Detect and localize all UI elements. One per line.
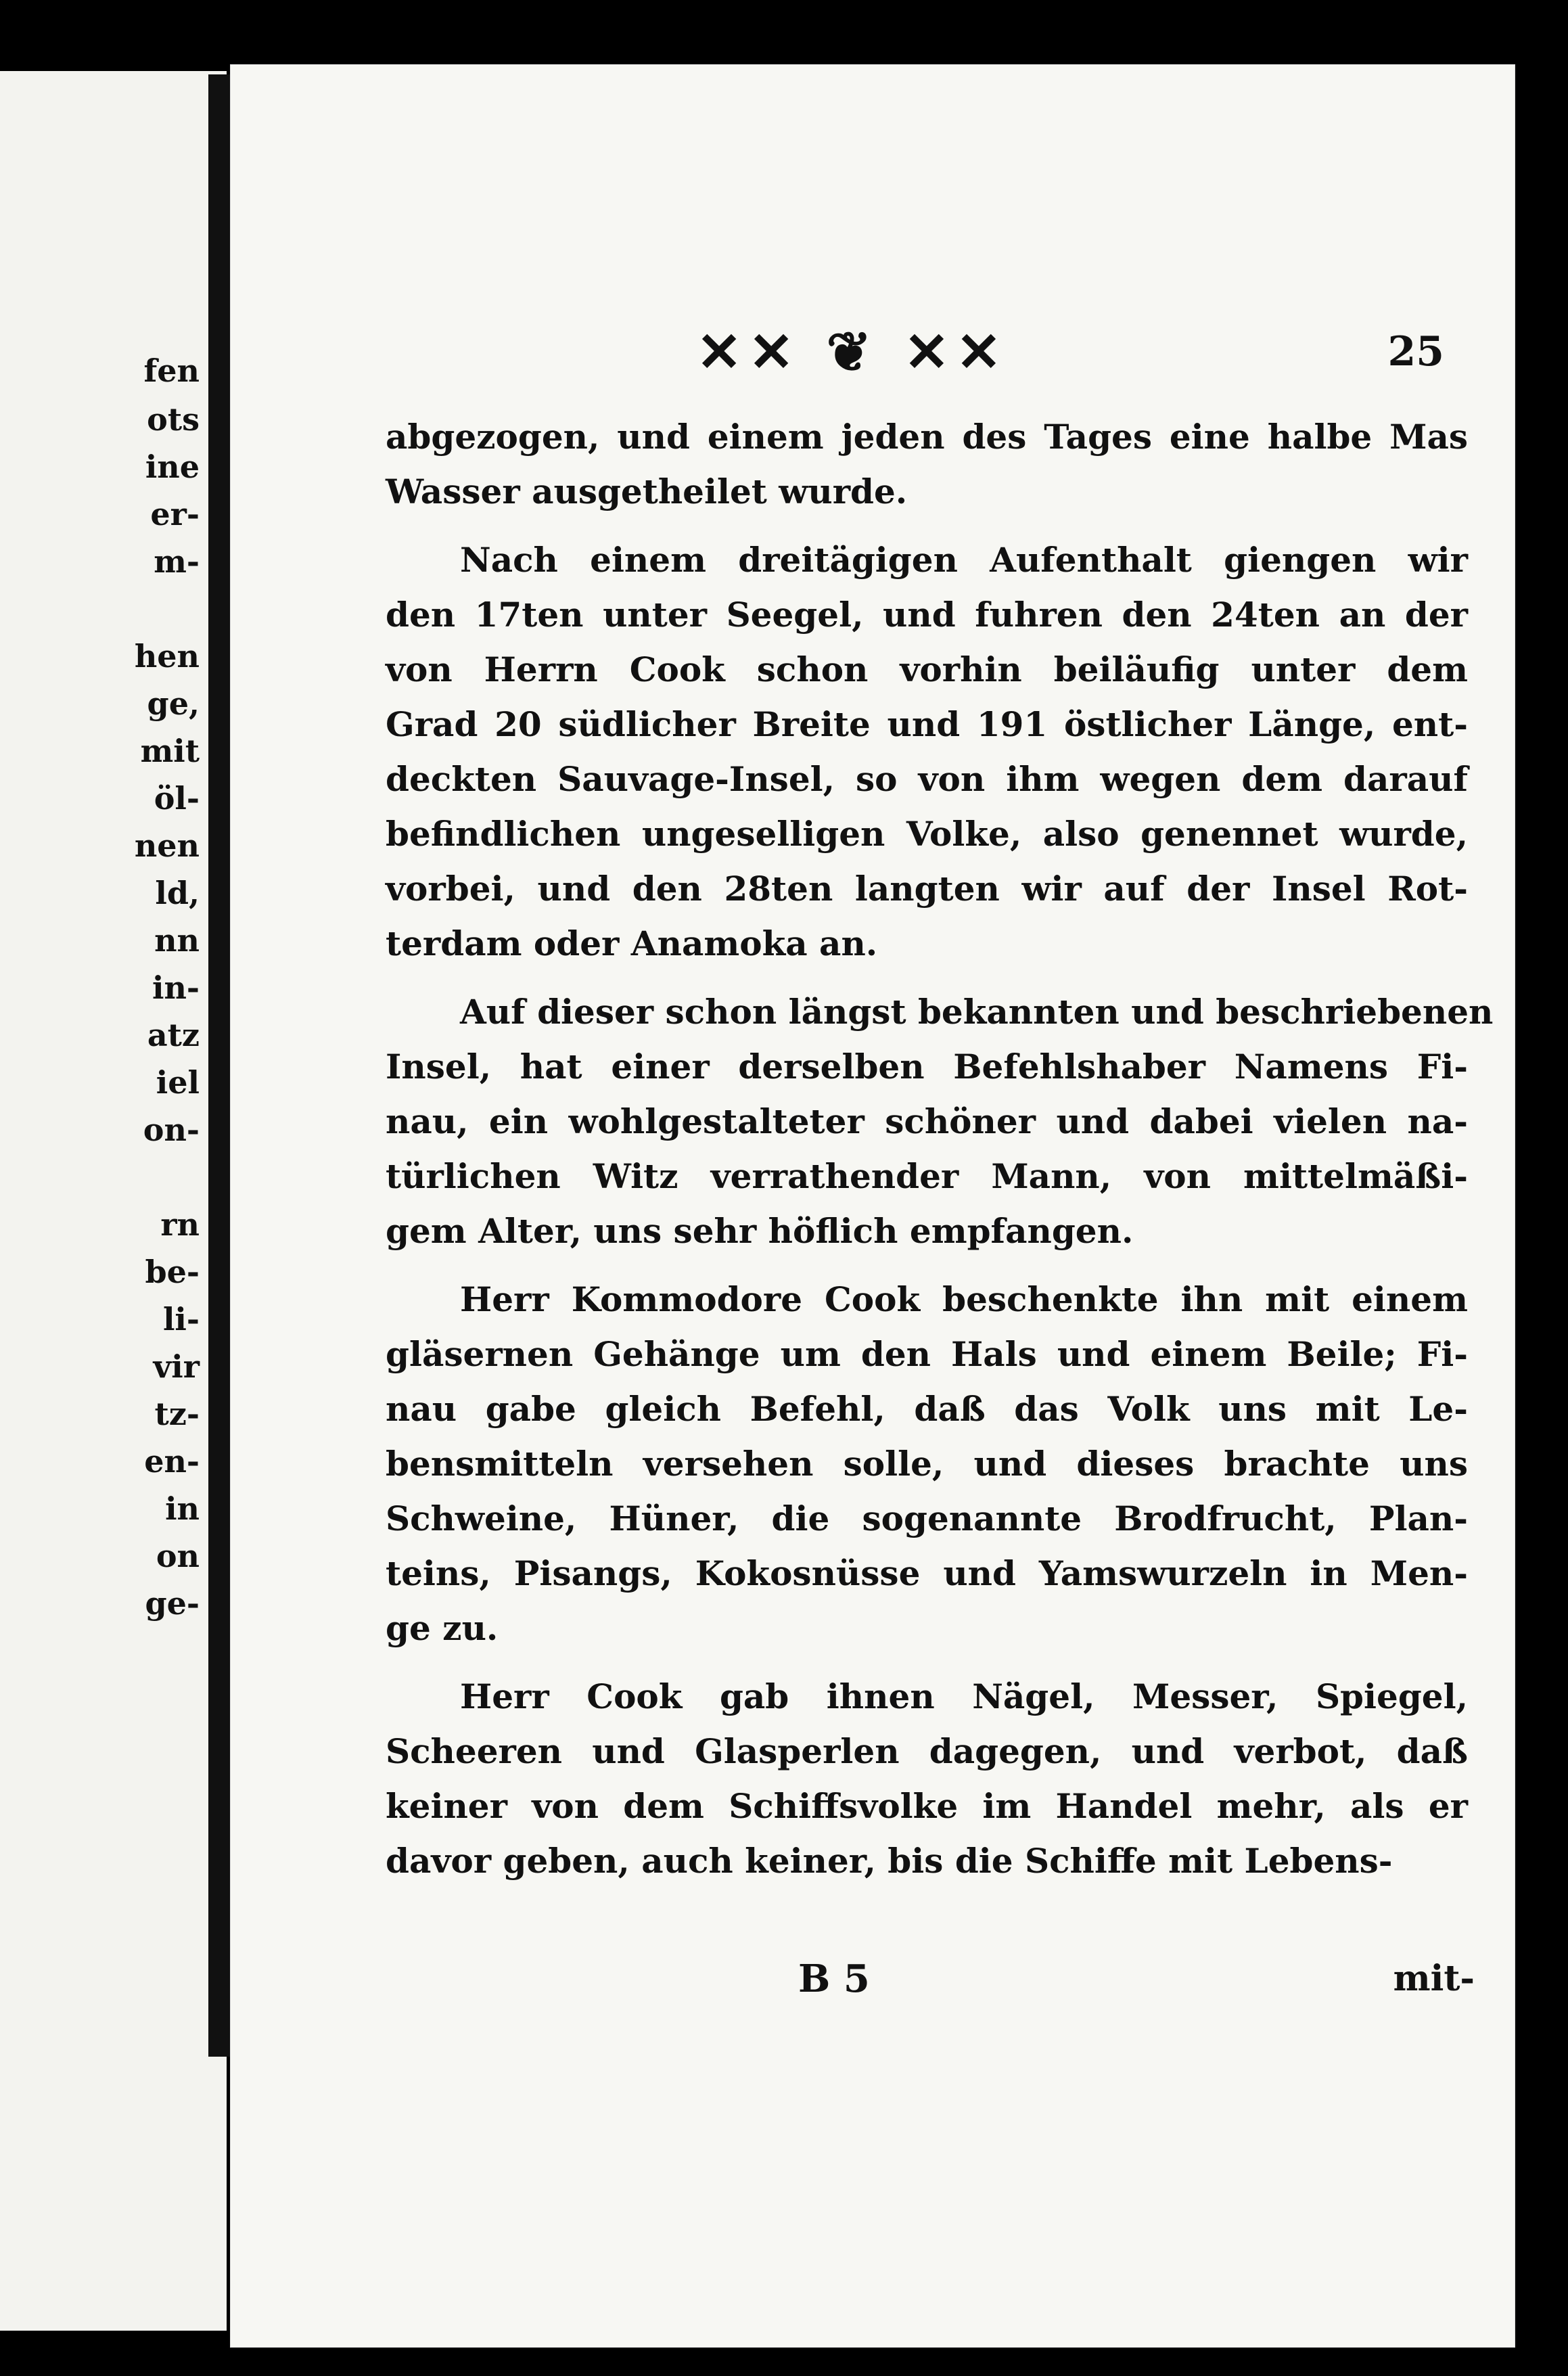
left-page-fragment: iel xyxy=(156,1064,200,1101)
left-page-fragment: in- xyxy=(152,969,200,1006)
text-line: gläsernen Gehänge um den Hals und einem Beile; Fi- xyxy=(386,1334,1468,1374)
page-header xyxy=(386,321,1475,389)
text-line: vorbei, und den 28ten langten wir auf der Insel Rot- xyxy=(386,869,1468,909)
left-page-fragment: atz xyxy=(147,1017,200,1053)
text-line: nau gabe gleich Befehl, daß das Volk uns mit Le- xyxy=(386,1389,1468,1429)
text-line: Schweine, Hüner, die sogenannte Brodfrucht, Plan- xyxy=(386,1499,1468,1538)
text-line: terdam oder Anamoka an. xyxy=(386,923,878,963)
text-line: keiner von dem Schiffsvolke im Handel mehr, als er xyxy=(386,1786,1468,1826)
text-line: Wasser ausgetheilet wurde. xyxy=(386,472,908,511)
text-line: bensmitteln versehen solle, und dieses brachte uns xyxy=(386,1444,1468,1484)
text-line: Auf dieser schon längst bekannten und beschriebenen xyxy=(460,992,1494,1032)
left-page-fragment: nen xyxy=(134,827,200,864)
text-line: Scheeren und Glasperlen dagegen, und verbot, daß xyxy=(386,1731,1468,1771)
text-line: ge zu. xyxy=(386,1608,499,1648)
text-line: teins, Pisangs, Kokosnüsse und Yamswurzeln in Men- xyxy=(386,1553,1468,1593)
left-facing-page xyxy=(0,71,227,2331)
left-page-fragment: en- xyxy=(144,1443,200,1480)
left-page-fragment: ots xyxy=(147,401,200,438)
book-page xyxy=(230,64,1515,2348)
signature-mark: B 5 xyxy=(798,1957,870,2001)
left-page-fragment: vir xyxy=(153,1348,200,1385)
left-page-fragment: tz- xyxy=(154,1396,200,1432)
text-line: gem Alter, uns sehr höflich empfangen. xyxy=(386,1211,1134,1251)
text-line: Grad 20 südlicher Breite und 191 östlicher Länge, ent- xyxy=(386,704,1468,744)
paragraph xyxy=(386,532,1468,971)
text-line: davor geben, auch keiner, bis die Schiffe mit Lebens- xyxy=(386,1841,1393,1881)
left-page-fragment: in xyxy=(165,1490,200,1527)
left-page-fragment: on xyxy=(156,1538,200,1574)
text-line: von Herrn Cook schon vorhin beiläufig unter dem xyxy=(386,649,1468,689)
left-page-text-fragments xyxy=(64,71,200,2331)
paragraph xyxy=(386,1272,1468,1655)
left-page-fragment: m- xyxy=(154,543,200,580)
left-page-fragment: mit xyxy=(140,733,200,769)
left-page-fragment: nn xyxy=(154,922,200,959)
paragraph xyxy=(386,984,1494,1258)
text-line: Herr Cook gab ihnen Nägel, Messer, Spiegel, xyxy=(460,1676,1468,1716)
left-page-fragment: rn xyxy=(160,1206,200,1243)
text-line: den 17ten unter Seegel, und fuhren den 24ten an der xyxy=(386,595,1468,635)
text-line: türlichen Witz verrathender Mann, von mittelmäßi- xyxy=(386,1156,1468,1196)
book-gutter xyxy=(208,74,230,2057)
paragraph xyxy=(386,1669,1468,1888)
text-line: Herr Kommodore Cook beschenkte ihn mit einem xyxy=(460,1279,1468,1319)
header-ornament: ✕✕ ❦ ✕✕ xyxy=(696,320,1009,384)
text-line: abgezogen, und einem jeden des Tages eine halbe Mas xyxy=(386,417,1468,457)
left-page-fragment: ge- xyxy=(145,1585,200,1622)
left-page-fragment: be- xyxy=(145,1254,200,1290)
catchword: mit- xyxy=(1393,1958,1475,1999)
left-page-fragment: on- xyxy=(143,1112,200,1148)
text-line: befindlichen ungeselligen Volke, also genennet wurde, xyxy=(386,814,1468,854)
paragraph xyxy=(386,409,1468,519)
body-text xyxy=(386,409,1494,1902)
left-page-fragment: fen xyxy=(143,352,200,389)
left-page-fragment: ld, xyxy=(155,875,200,911)
text-line: deckten Sauvage-Insel, so von ihm wegen dem darauf xyxy=(386,759,1468,799)
scan-border xyxy=(1515,64,1568,2348)
left-page-fragment: li- xyxy=(162,1301,200,1338)
left-page-fragment: er- xyxy=(150,496,200,532)
page-number: 25 xyxy=(1387,328,1444,375)
left-page-fragment: ge, xyxy=(147,685,200,722)
left-page-fragment: öl- xyxy=(154,780,200,817)
text-line: nau, ein wohlgestalteter schöner und dabei vielen na- xyxy=(386,1101,1468,1141)
page-footer xyxy=(386,1948,1475,2009)
text-line: Nach einem dreitägigen Aufenthalt giengen wir xyxy=(460,540,1468,580)
left-page-fragment: ine xyxy=(145,449,200,485)
text-line: Insel, hat einer derselben Befehlshaber Namens Fi- xyxy=(386,1047,1468,1087)
left-page-fragment: hen xyxy=(134,638,200,675)
